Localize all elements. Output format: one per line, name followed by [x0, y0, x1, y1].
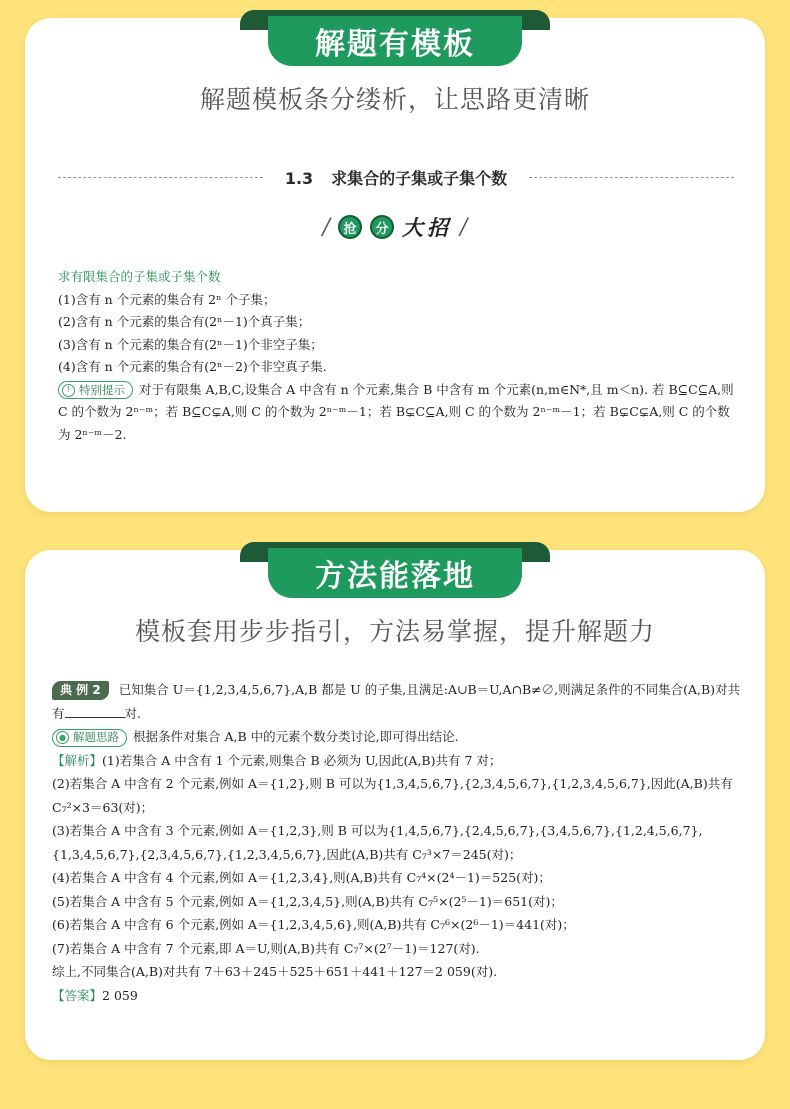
card-subtitle: 模板套用步步指引，方法易掌握，提升解题力 [134, 617, 655, 646]
banner-title: 方法能落地 [315, 559, 475, 594]
example-content [52, 678, 742, 1007]
hint-label [52, 729, 127, 747]
lead-text: 求有限集合的子集或子集个数 [58, 269, 221, 284]
slash-icon: / [322, 214, 330, 240]
banner [268, 548, 522, 598]
example-tag: 典 例 2 [52, 681, 109, 700]
banner-title: 解题有模板 [315, 27, 475, 62]
badge-qiang: 抢 [338, 215, 362, 239]
tip-label-text: 特别提示 [79, 382, 125, 397]
analysis-line-1 [52, 749, 742, 773]
divider-left [58, 177, 263, 178]
tip-text: 对于有限集 A,B,C,设集合 A 中含有 n 个元素,集合 B 中含有 m 个元素(n,m∈N*,且 m＜n). 若 B⊆C⊆A,则 C 的个数为 2ⁿ⁻ᵐ；若 B⊆C⊊A,则 C 的个数为 2ⁿ⁻ᵐ－1；若 B⊊C⊆A,则 C 的个数为 2ⁿ⁻ᵐ－1；若 B⊊C⊊A,则 C 的个数为 2ⁿ⁻ᵐ－2. [58, 381, 734, 442]
tip-block [58, 379, 738, 447]
banner [268, 16, 522, 66]
analysis-label: 【解析】 [52, 752, 103, 768]
section-heading [58, 166, 734, 189]
warning-icon: ! [62, 384, 75, 397]
rule-line-2: (2)含有 n 个元素的集合有(2ⁿ－1)个真子集； [58, 314, 311, 329]
analysis-line-6: (6)若集合 A 中含有 6 个元素,例如 A＝{1,2,3,4,5,6},则(A,B)共有 C₇⁶×(2⁶－1)＝441(对)； [52, 917, 575, 932]
dazhao-text: 大招 [402, 215, 452, 240]
analysis-line-5: (5)若集合 A 中含有 5 个元素,例如 A＝{1,2,3,4,5},则(A,B)共有 C₇⁵×(2⁵－1)＝651(对)； [52, 893, 563, 909]
hint-label-text: 解题思路 [73, 729, 119, 744]
section-title [263, 166, 529, 189]
divider-right [529, 177, 734, 178]
analysis-line-7: (7)若集合 A 中含有 7 个元素,即 A＝U,则(A,B)共有 C₇⁷×(2⁷－1)＝127(对). [52, 940, 480, 956]
dazhao-heading [25, 212, 765, 242]
answer-blank [65, 706, 125, 718]
example-question [52, 678, 742, 725]
template-content [58, 266, 738, 446]
section-title-text: 求集合的子集或子集个数 [331, 169, 508, 188]
answer-value: 2 059 [102, 987, 138, 1003]
analysis-line-3: (3)若集合 A 中含有 3 个元素,例如 A＝{1,2,3},则 B 可以为{1,4,5,6,7},{2,4,5,6,7},{3,4,5,6,7},{1,2,4,5,6,7},{1,3,4,5,6,7},{2,3,4,5,6,7},{1,2,3,4,5,6,7},因此(A,B)共有 C₇³×7＝245(对)； [52, 823, 703, 862]
answer-line [52, 984, 742, 1008]
rule-line-3: (3)含有 n 个元素的集合有(2ⁿ－1)个非空子集； [58, 336, 323, 352]
method-card [25, 550, 765, 1060]
hint-block [52, 725, 742, 749]
rule-line-1: (1)含有 n 个元素的集合有 2ⁿ 个子集； [58, 291, 276, 307]
example-text-a: 已知集合 U＝{1,2,3,4,5,6,7},A,B 都是 U 的子集,且满足:A∪B＝U,A∩B≠∅,则满足条件的不同集合(A,B)对共有 [52, 682, 741, 721]
badge-fen: 分 [370, 215, 394, 239]
section-number: 1.3 [284, 169, 314, 188]
location-icon: ● [56, 731, 69, 744]
example-text-b: 对. [124, 705, 141, 721]
analysis-text-1: (1)若集合 A 中含有 1 个元素,则集合 B 必须为 U,因此(A,B)共有 7 对； [102, 752, 502, 768]
tip-label [58, 381, 133, 399]
hint-text: 根据条件对集合 A,B 中的元素个数分类讨论,即可得出结论. [133, 729, 459, 744]
analysis-summary: 综上,不同集合(A,B)对共有 7＋63＋245＋525＋651＋441＋127＝2 059(对). [52, 964, 498, 979]
analysis-line-2: (2)若集合 A 中含有 2 个元素,例如 A＝{1,2},则 B 可以为{1,3,4,5,6,7},{2,3,4,5,6,7},{1,2,3,4,5,6,7},因此(A,B)共有 C₇²×3＝63(对)； [52, 776, 733, 815]
rule-line-4: (4)含有 n 个元素的集合有(2ⁿ－2)个非空真子集. [58, 359, 327, 374]
slash-icon: / [460, 214, 468, 240]
template-card [25, 18, 765, 512]
analysis-line-4: (4)若集合 A 中含有 4 个元素,例如 A＝{1,2,3,4},则(A,B)共有 C₇⁴×(2⁴－1)＝525(对)； [52, 870, 551, 885]
answer-label: 【答案】 [52, 987, 103, 1003]
card-subtitle: 解题模板条分缕析，让思路更清晰 [199, 85, 590, 114]
